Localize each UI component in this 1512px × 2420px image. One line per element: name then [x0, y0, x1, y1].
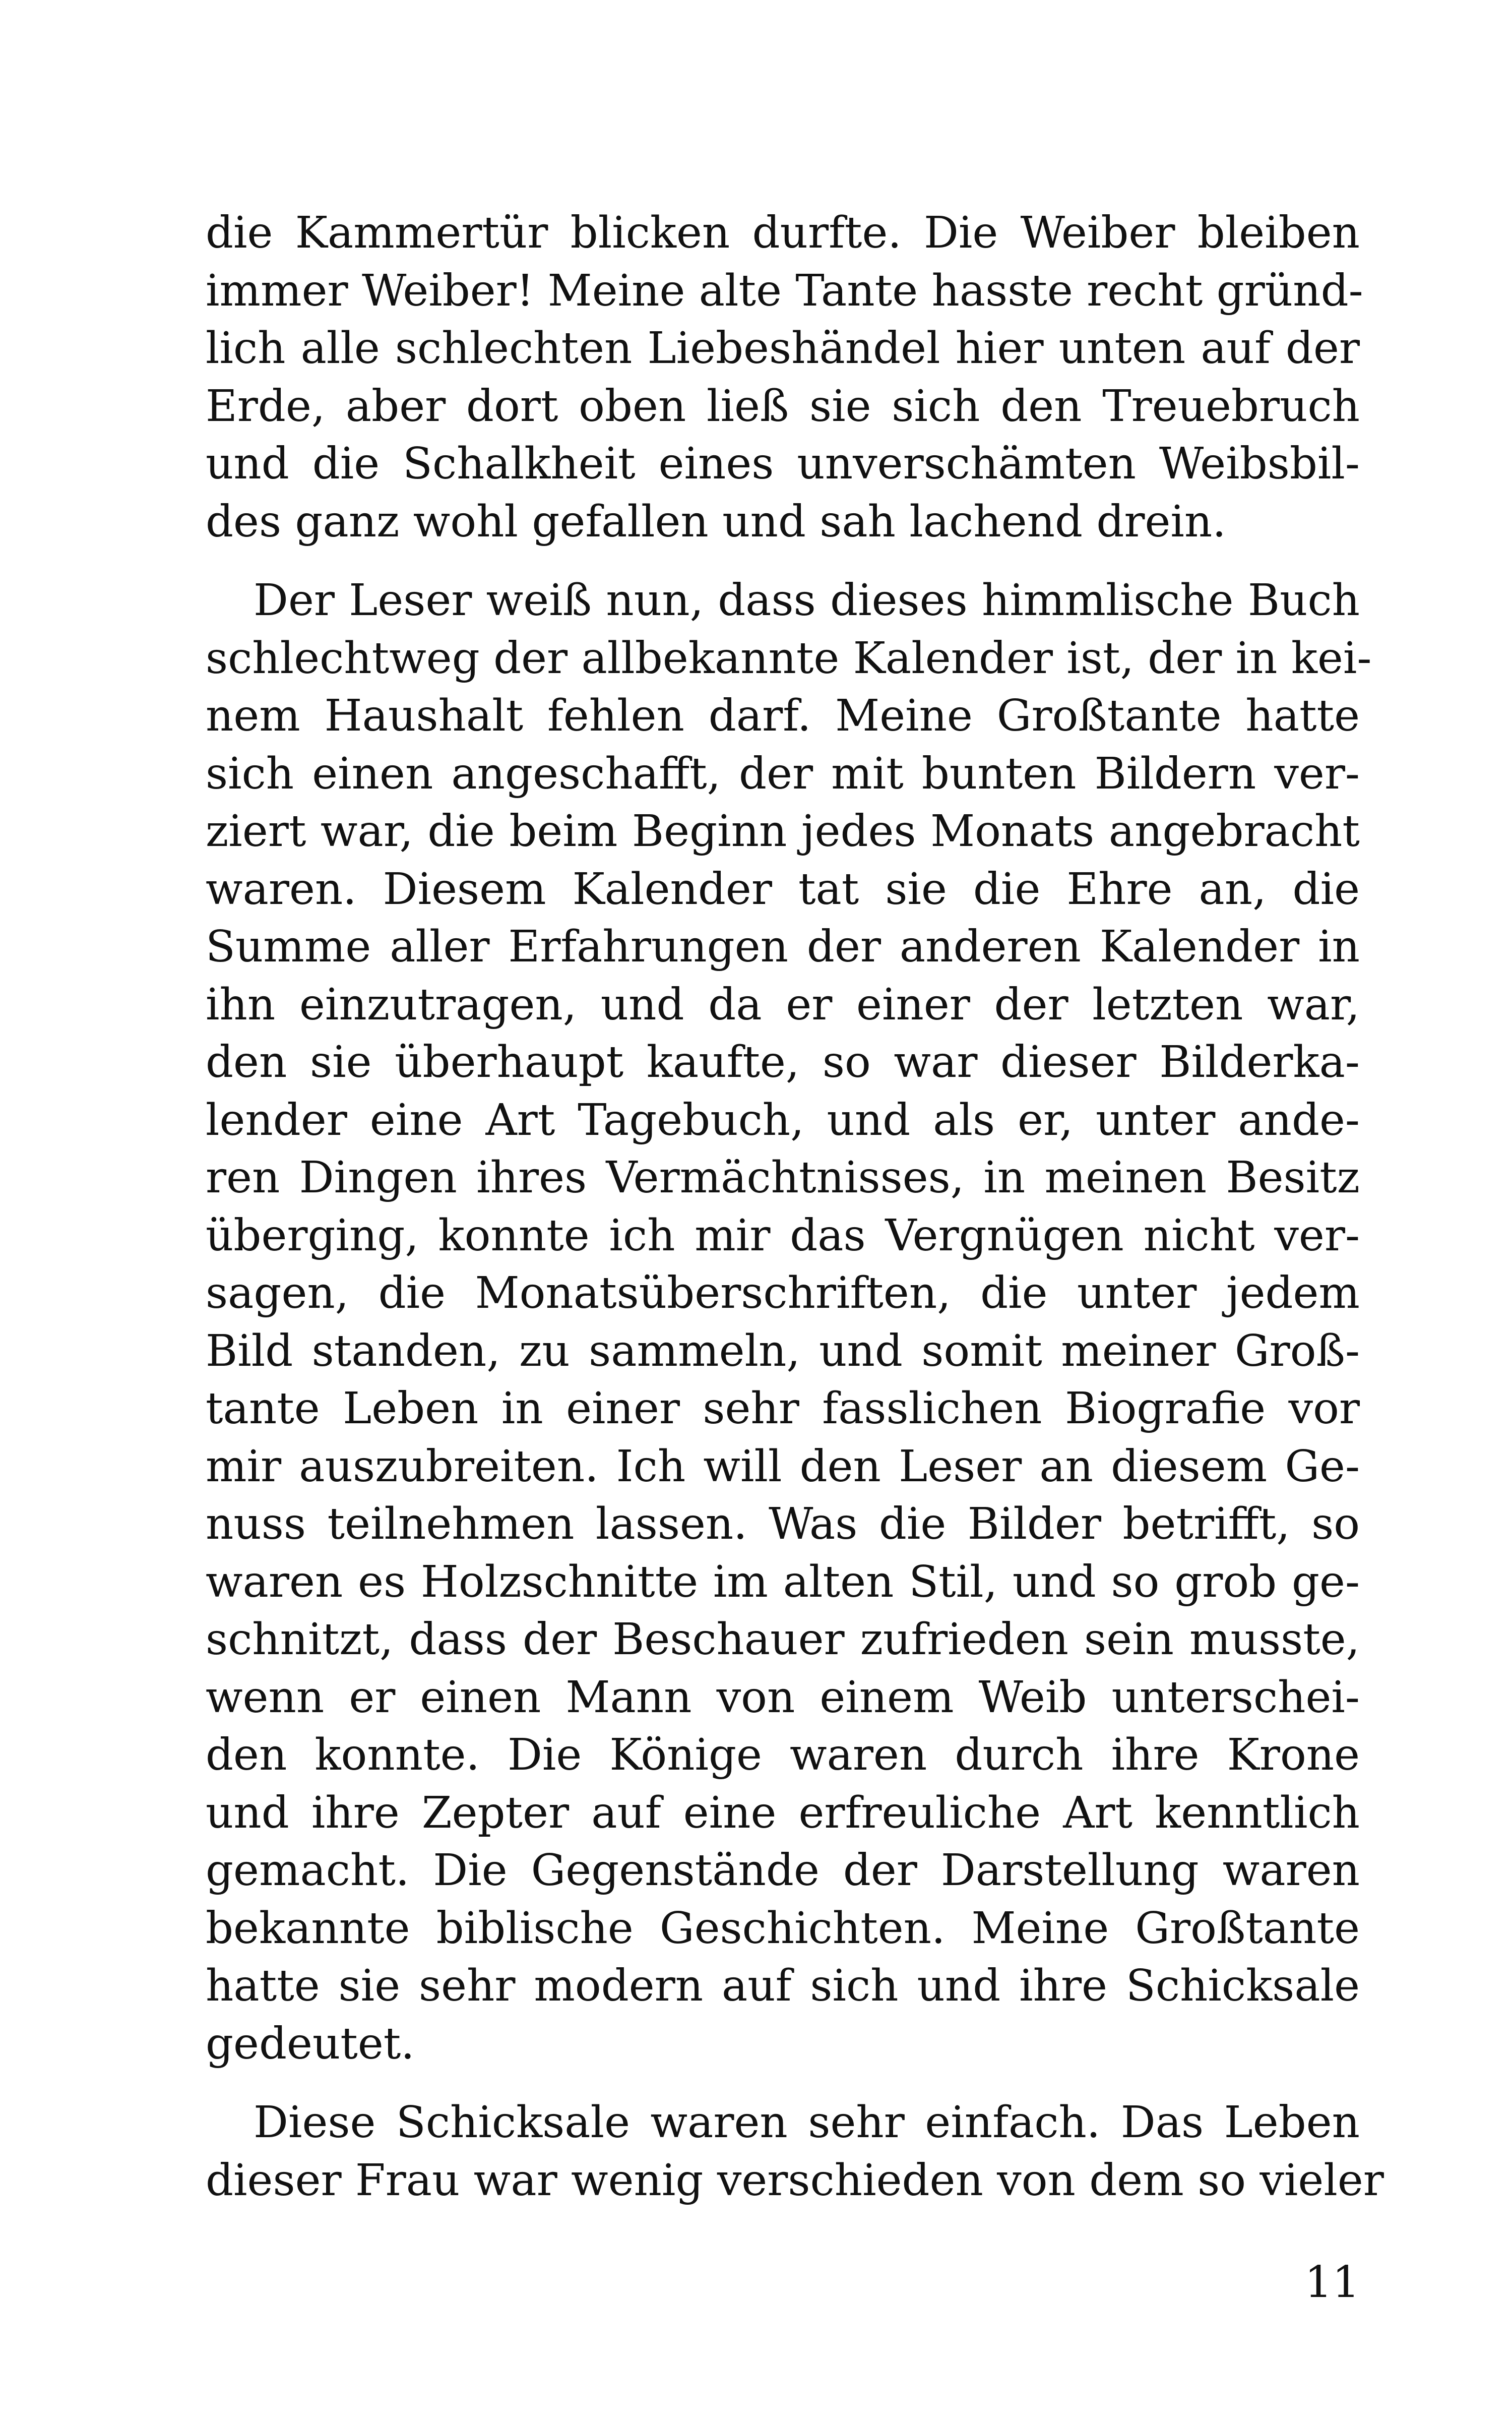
paragraph-3	[206, 2094, 1384, 2209]
text-line: schnitzt, dass der Beschauer zufrieden sein musste,	[206, 1614, 1360, 1665]
text-line: den konnte. Die Könige waren durch ihre Krone	[206, 1730, 1360, 1780]
text-line: Summe aller Erfahrungen der anderen Kalender in	[206, 922, 1360, 972]
text-line: Erde, aber dort oben ließ sie sich den Treuebruch	[206, 381, 1360, 432]
text-line: und ihre Zepter auf eine erfreuliche Art kenntlich	[206, 1787, 1360, 1838]
text-line: wenn er einen Mann von einem Weib unterschei-	[206, 1672, 1360, 1723]
text-line: waren. Diesem Kalender tat sie die Ehre an, die	[206, 864, 1360, 915]
text-line: sich einen angeschafft, der mit bunten Bildern ver-	[206, 748, 1360, 799]
text-line: waren es Holzschnitte im alten Stil, und so grob ge-	[206, 1556, 1360, 1607]
text-line: und die Schalkheit eines unverschämten Weibsbil-	[206, 439, 1360, 489]
text-line: dieser Frau war wenig verschieden von dem so vieler	[206, 2155, 1384, 2206]
page-number: 11	[1304, 2257, 1360, 2308]
text-line: mir auszubreiten. Ich will den Leser an diesem Ge-	[206, 1441, 1360, 1492]
paragraph-1	[206, 204, 1363, 551]
text-line: nuss teilnehmen lassen. Was die Bilder betrifft, so	[206, 1499, 1360, 1549]
text-line: ihn einzutragen, und da er einer der letzten war,	[206, 979, 1360, 1030]
text-line: Bild standen, zu sammeln, und somit meiner Groß-	[206, 1325, 1360, 1376]
text-line: schlechtweg der allbekannte Kalender ist, der in kei-	[206, 633, 1372, 684]
text-line: Diese Schicksale waren sehr einfach. Das Leben	[254, 2097, 1360, 2148]
text-line: ziert war, die beim Beginn jedes Monats angebracht	[206, 806, 1360, 857]
text-line: lich alle schlechten Liebeshändel hier unten auf der	[206, 323, 1360, 374]
text-line: hatte sie sehr modern auf sich und ihre Schicksale	[206, 1961, 1360, 2011]
text-line: den sie überhaupt kaufte, so war dieser Bilderka-	[206, 1037, 1360, 1087]
text-line: sagen, die Monatsüberschriften, die unter jedem	[206, 1268, 1360, 1318]
text-line: des ganz wohl gefallen und sah lachend drein.	[206, 496, 1226, 547]
text-line: ren Dingen ihres Vermächtnisses, in meinen Besitz	[206, 1153, 1360, 1203]
text-line: überging, konnte ich mir das Vergnügen nicht ver-	[206, 1210, 1360, 1261]
body-text	[206, 204, 1384, 2209]
text-line: gedeutet.	[206, 2018, 415, 2069]
text-line: Der Leser weiß nun, dass dieses himmlische Buch	[254, 575, 1360, 626]
text-line: gemacht. Die Gegenstände der Darstellung waren	[206, 1845, 1360, 1896]
text-line: tante Leben in einer sehr fasslichen Biografie vor	[206, 1383, 1360, 1434]
text-line: nem Haushalt fehlen darf. Meine Großtante hatte	[206, 691, 1360, 741]
text-line: bekannte biblische Geschichten. Meine Großtante	[206, 1903, 1360, 1954]
text-line: die Kammertür blicken durfte. Die Weiber bleiben	[206, 208, 1360, 258]
text-line: immer Weiber! Meine alte Tante hasste recht gründ-	[206, 265, 1363, 316]
paragraph-2	[206, 572, 1372, 2073]
text-line: lender eine Art Tagebuch, und als er, unter ande-	[206, 1095, 1360, 1145]
